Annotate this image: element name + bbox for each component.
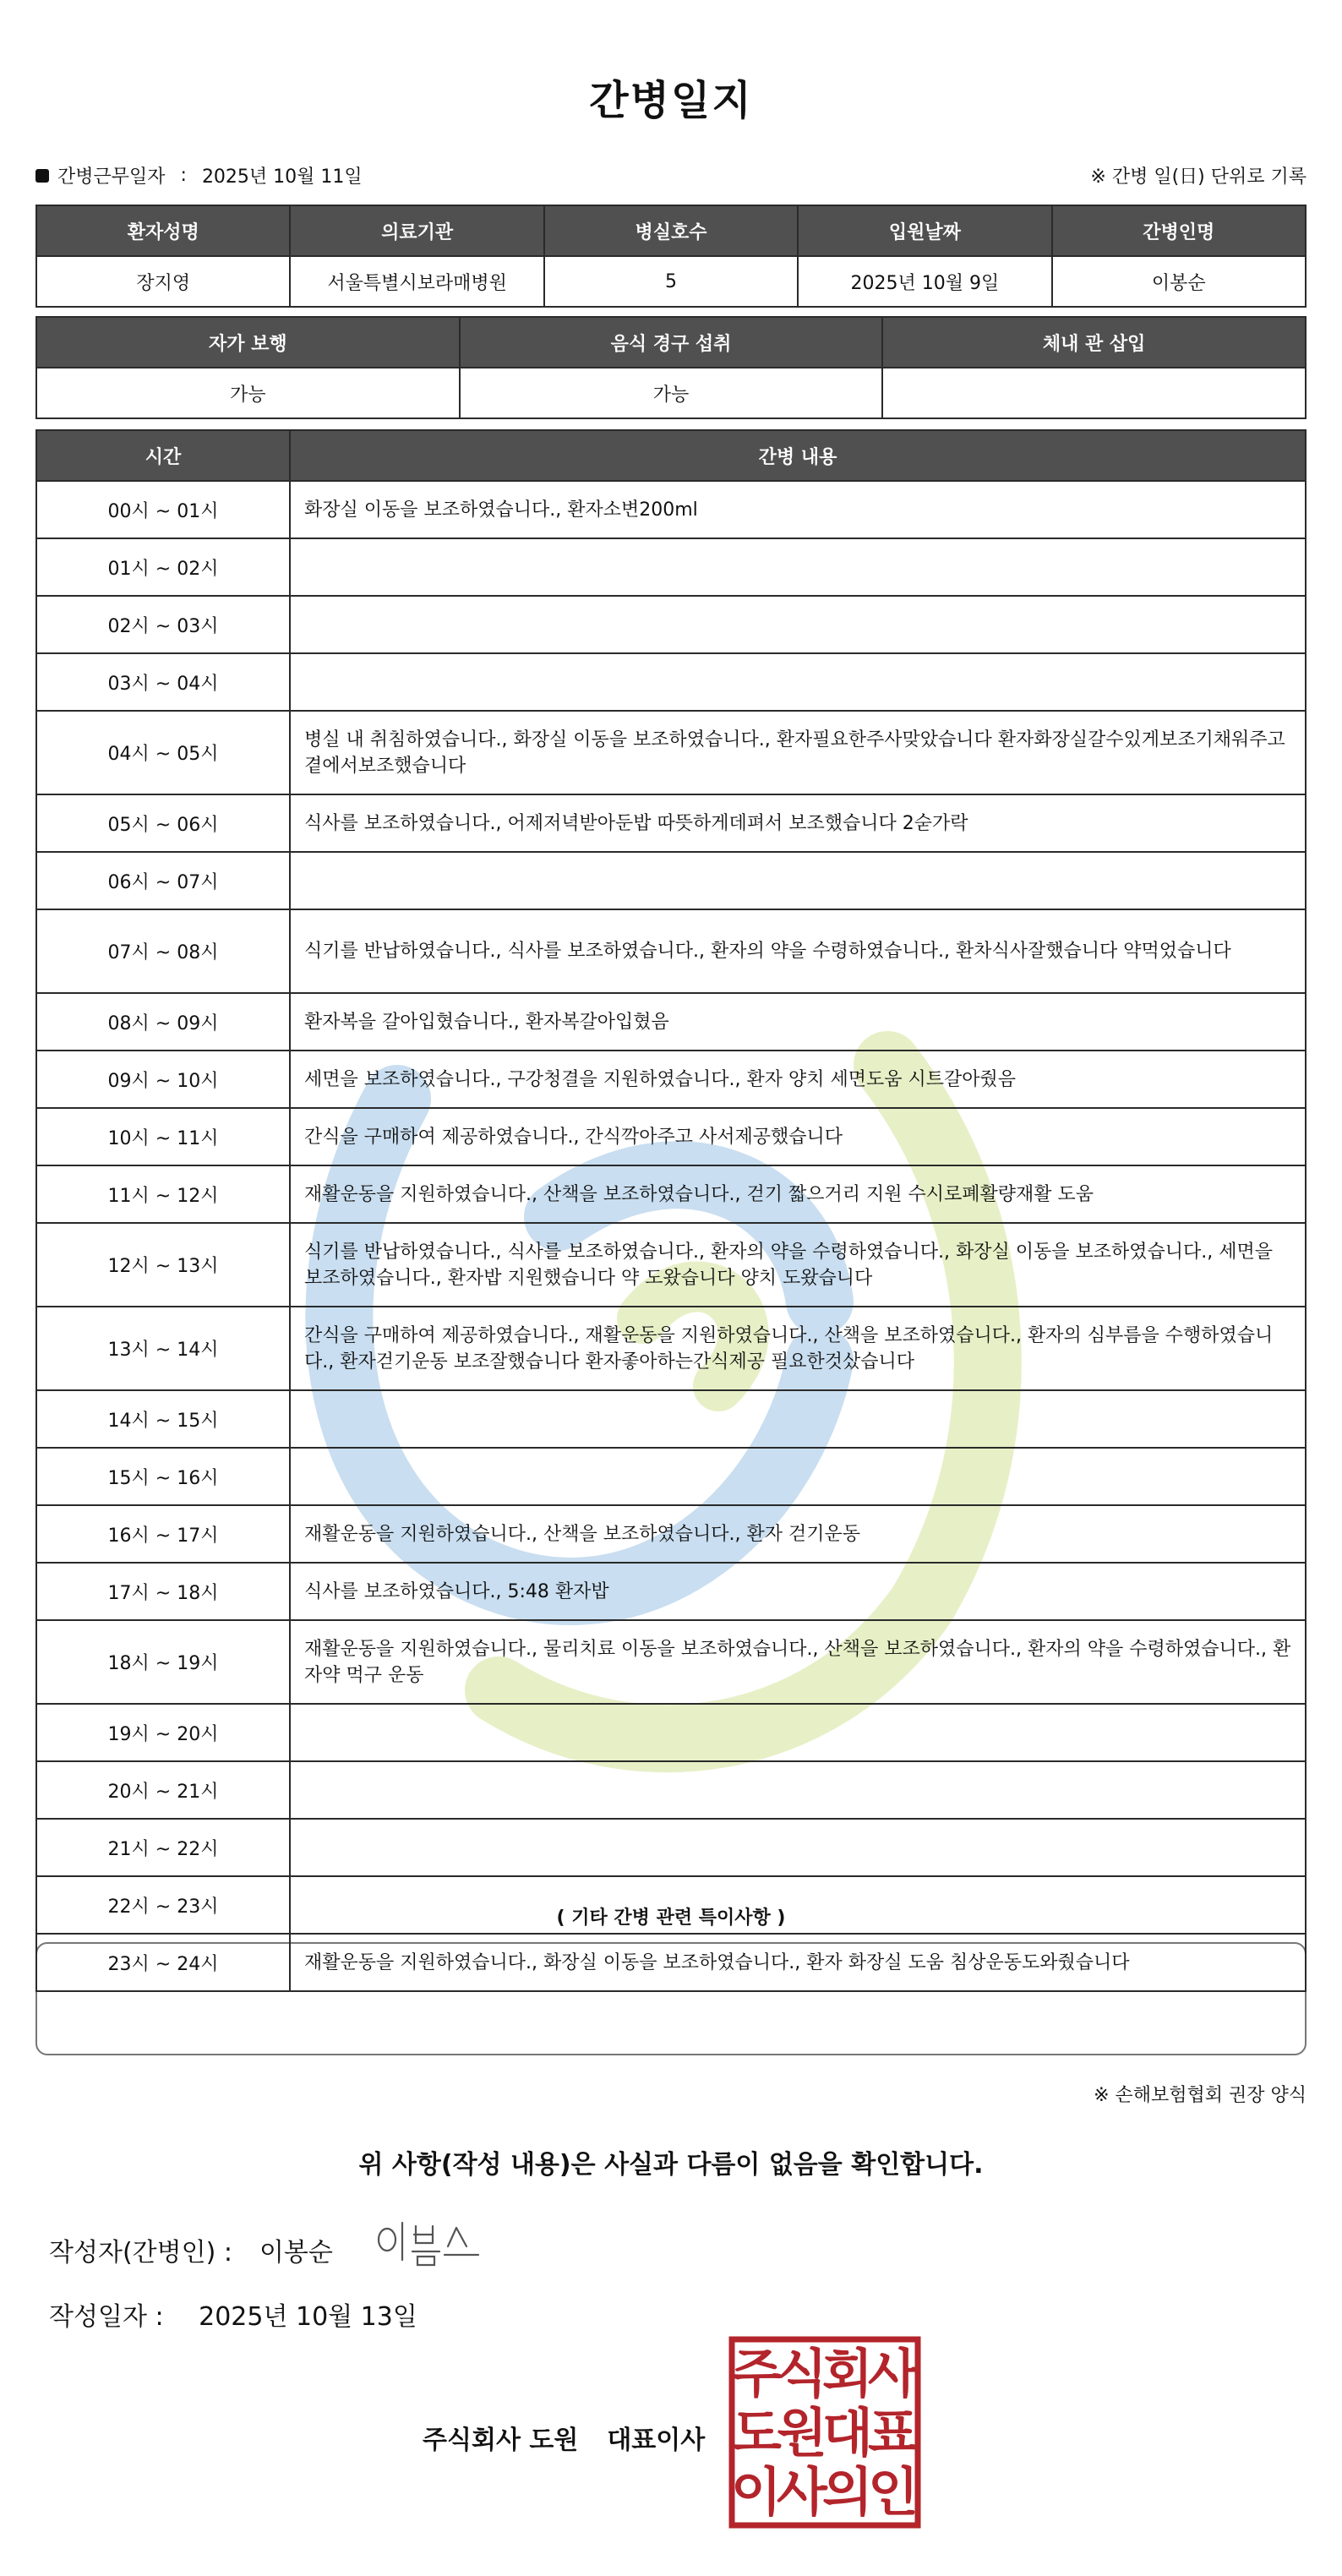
work-date [35, 162, 363, 188]
header-time: 시간 [36, 430, 290, 481]
table-row [36, 1108, 1306, 1165]
company-seal [728, 2336, 921, 2529]
header-patient-name: 환자성명 [36, 205, 290, 256]
table-row [36, 1620, 1306, 1704]
care-content: 식사를 보조하였습니다., 5:48 환자밥 [290, 1563, 1306, 1620]
table-row [36, 1390, 1306, 1448]
confirm-statement: 위 사항(작성 내용)은 사실과 다름이 없음을 확인합니다. [358, 2150, 984, 2180]
time-slot: 16시 ~ 17시 [36, 1505, 290, 1563]
table-row [36, 256, 1306, 307]
handwritten-signature [372, 2214, 490, 2273]
table-row [36, 1819, 1306, 1876]
remarks-title: ( 기타 간병 관련 특이사항 ) [556, 1907, 786, 1929]
time-slot: 23시 ~ 24시 [36, 1934, 290, 1991]
table-row [36, 653, 1306, 711]
writer-line [49, 2231, 333, 2268]
writer-label: 작성자(간병인) : [49, 2238, 232, 2268]
time-slot: 21시 ~ 22시 [36, 1819, 290, 1876]
header-room: 병실호수 [544, 205, 798, 256]
table-row [36, 1563, 1306, 1620]
header-admission-date: 입원날짜 [798, 205, 1051, 256]
time-slot: 14시 ~ 15시 [36, 1390, 290, 1448]
work-date-value: 2025년 10월 11일 [201, 166, 363, 188]
care-content: 재활운동을 지원하였습니다., 물리치료 이동을 보조하였습니다., 산책을 보조하였습니다., 환자의 약을 수령하였습니다., 환자약 먹구 운동 [290, 1620, 1306, 1704]
time-slot: 04시 ~ 05시 [36, 711, 290, 794]
company-name: 주식회사 도원 [423, 2426, 579, 2455]
care-content: 재활운동을 지원하였습니다., 산책을 보조하였습니다., 걷기 짧으거리 지원 수시로폐활량재활 도움 [290, 1165, 1306, 1223]
care-content [290, 1761, 1306, 1819]
time-slot: 08시 ~ 09시 [36, 993, 290, 1051]
writer-name: 이봉순 [259, 2238, 333, 2268]
care-content [290, 1448, 1306, 1505]
table-row [36, 1448, 1306, 1505]
header-oral-intake: 음식 경구 섭취 [460, 317, 883, 368]
patient-status-table [35, 316, 1307, 419]
patient-name: 장지영 [36, 256, 290, 307]
time-slot: 03시 ~ 04시 [36, 653, 290, 711]
table-row [36, 1876, 1306, 1934]
table-row [36, 1165, 1306, 1223]
tube-value [882, 368, 1306, 418]
time-slot: 10시 ~ 11시 [36, 1108, 290, 1165]
header-care-content: 간병 내용 [290, 430, 1306, 481]
time-slot: 01시 ~ 02시 [36, 538, 290, 596]
association-note: ※ 손해보험협회 권장 양식 [1094, 2085, 1307, 2106]
seal-glyph: 도 [731, 2402, 782, 2464]
write-date-label: 작성일자 : [49, 2302, 164, 2332]
care-content [290, 1390, 1306, 1448]
company-line [423, 2419, 705, 2456]
care-content: 세면을 보조하였습니다., 구강청결을 지원하였습니다., 환자 양치 세면도움 시트갈아줬음 [290, 1051, 1306, 1108]
header-walking: 자가 보행 [36, 317, 460, 368]
oral-intake-value: 가능 [460, 368, 883, 418]
time-slot: 20시 ~ 21시 [36, 1761, 290, 1819]
time-slot: 12시 ~ 13시 [36, 1223, 290, 1307]
care-content: 병실 내 취침하였습니다., 화장실 이동을 보조하였습니다., 환자필요한주사맞았습니다 환자화장실갈수있게보조기채워주고 곁에서보조했습니다 [290, 711, 1306, 794]
table-row [36, 1307, 1306, 1390]
care-content: 식사를 보조하였습니다., 어제저녁받아둔밥 따뜻하게데펴서 보조했습니다 2숟가락 [290, 794, 1306, 852]
patient-info-table [35, 205, 1307, 308]
time-slot: 00시 ~ 01시 [36, 481, 290, 538]
time-slot: 06시 ~ 07시 [36, 852, 290, 909]
room-number: 5 [544, 256, 798, 307]
time-slot: 15시 ~ 16시 [36, 1448, 290, 1505]
table-header-row [36, 317, 1306, 368]
table-row [36, 852, 1306, 909]
table-row [36, 1505, 1306, 1563]
table-row [36, 993, 1306, 1051]
table-header-row [36, 205, 1306, 256]
care-content: 재활운동을 지원하였습니다., 화장실 이동을 보조하였습니다., 환자 화장실 도움 침상운동도와줬습니다 [290, 1934, 1306, 1991]
header-hospital: 의료기관 [290, 205, 543, 256]
seal-glyph: 주 [731, 2343, 782, 2404]
table-row [36, 1051, 1306, 1108]
table-row [36, 1223, 1306, 1307]
seal-glyph: 대 [822, 2402, 873, 2464]
table-row [36, 909, 1306, 993]
table-row [36, 368, 1306, 418]
time-slot: 05시 ~ 06시 [36, 794, 290, 852]
work-date-separator: : [180, 165, 187, 186]
care-content [290, 596, 1306, 653]
time-slot: 18시 ~ 19시 [36, 1620, 290, 1704]
work-date-label: 간병근무일자 [57, 166, 166, 188]
care-content: 화장실 이동을 보조하였습니다., 환자소변200ml [290, 481, 1306, 538]
care-content [290, 1819, 1306, 1876]
time-slot: 13시 ~ 14시 [36, 1307, 290, 1390]
caregiver-name: 이봉순 [1052, 256, 1306, 307]
time-slot: 22시 ~ 23시 [36, 1876, 290, 1934]
write-date-line [49, 2295, 417, 2333]
admission-date: 2025년 10월 9일 [798, 256, 1051, 307]
seal-glyph: 인 [868, 2461, 919, 2523]
walking-value: 가능 [36, 368, 460, 418]
table-row [36, 1934, 1306, 1991]
seal-glyph: 원 [777, 2402, 827, 2464]
care-content [290, 1704, 1306, 1761]
time-slot: 07시 ~ 08시 [36, 909, 290, 993]
representative-title: 대표이사 [607, 2426, 706, 2455]
table-row [36, 1761, 1306, 1819]
care-content: 식기를 반납하였습니다., 식사를 보조하였습니다., 환자의 약을 수령하였습니다., 환차식사잘했습니다 약먹었습니다 [290, 909, 1306, 993]
header-tube: 체내 관 삽입 [882, 317, 1306, 368]
unit-note: ※ 간병 일(日) 단위로 기록 [1090, 166, 1307, 188]
seal-glyph: 사 [777, 2461, 827, 2523]
care-content: 간식을 구매하여 제공하였습니다., 간식깍아주고 사서제공했습니다 [290, 1108, 1306, 1165]
table-row [36, 538, 1306, 596]
seal-glyph: 표 [868, 2402, 919, 2464]
care-log-table [35, 429, 1307, 1992]
table-row [36, 794, 1306, 852]
page-title: 간병일지 [589, 77, 753, 124]
bullet-square-icon [35, 169, 49, 183]
time-slot: 17시 ~ 18시 [36, 1563, 290, 1620]
table-row [36, 1704, 1306, 1761]
time-slot: 11시 ~ 12시 [36, 1165, 290, 1223]
care-content: 재활운동을 지원하였습니다., 산책을 보조하였습니다., 환자 걷기운동 [290, 1505, 1306, 1563]
care-content: 환자복을 갈아입혔습니다., 환자복갈아입혔음 [290, 993, 1306, 1051]
care-content [290, 852, 1306, 909]
table-row [36, 596, 1306, 653]
table-row [36, 711, 1306, 794]
seal-glyph: 식 [777, 2343, 827, 2404]
table-row [36, 481, 1306, 538]
time-slot: 19시 ~ 20시 [36, 1704, 290, 1761]
care-content: 식기를 반납하였습니다., 식사를 보조하였습니다., 환자의 약을 수령하였습니다., 화장실 이동을 보조하였습니다., 세면을 보조하였습니다., 환자밥 지원했습니다 약 도왔습니다 양치 도왔습니다 [290, 1223, 1306, 1307]
write-date-value: 2025년 10월 13일 [199, 2302, 417, 2332]
hospital: 서울특별시보라매병원 [290, 256, 543, 307]
care-content [290, 653, 1306, 711]
time-slot: 09시 ~ 10시 [36, 1051, 290, 1108]
table-header-row [36, 430, 1306, 481]
care-content [290, 1876, 1306, 1934]
seal-glyph: 의 [822, 2461, 873, 2523]
seal-glyph: 사 [868, 2343, 919, 2404]
seal-glyph: 이 [731, 2461, 782, 2523]
header-caregiver: 간병인명 [1052, 205, 1306, 256]
care-content [290, 538, 1306, 596]
time-slot: 02시 ~ 03시 [36, 596, 290, 653]
care-content: 간식을 구매하여 제공하였습니다., 재활운동을 지원하였습니다., 산책을 보조하였습니다., 환자의 심부름을 수행하였습니다., 환자걷기운동 보조잘했습니다 환자좋아하는간식제공 필요한것샀습니다 [290, 1307, 1306, 1390]
seal-glyph: 회 [822, 2343, 873, 2404]
